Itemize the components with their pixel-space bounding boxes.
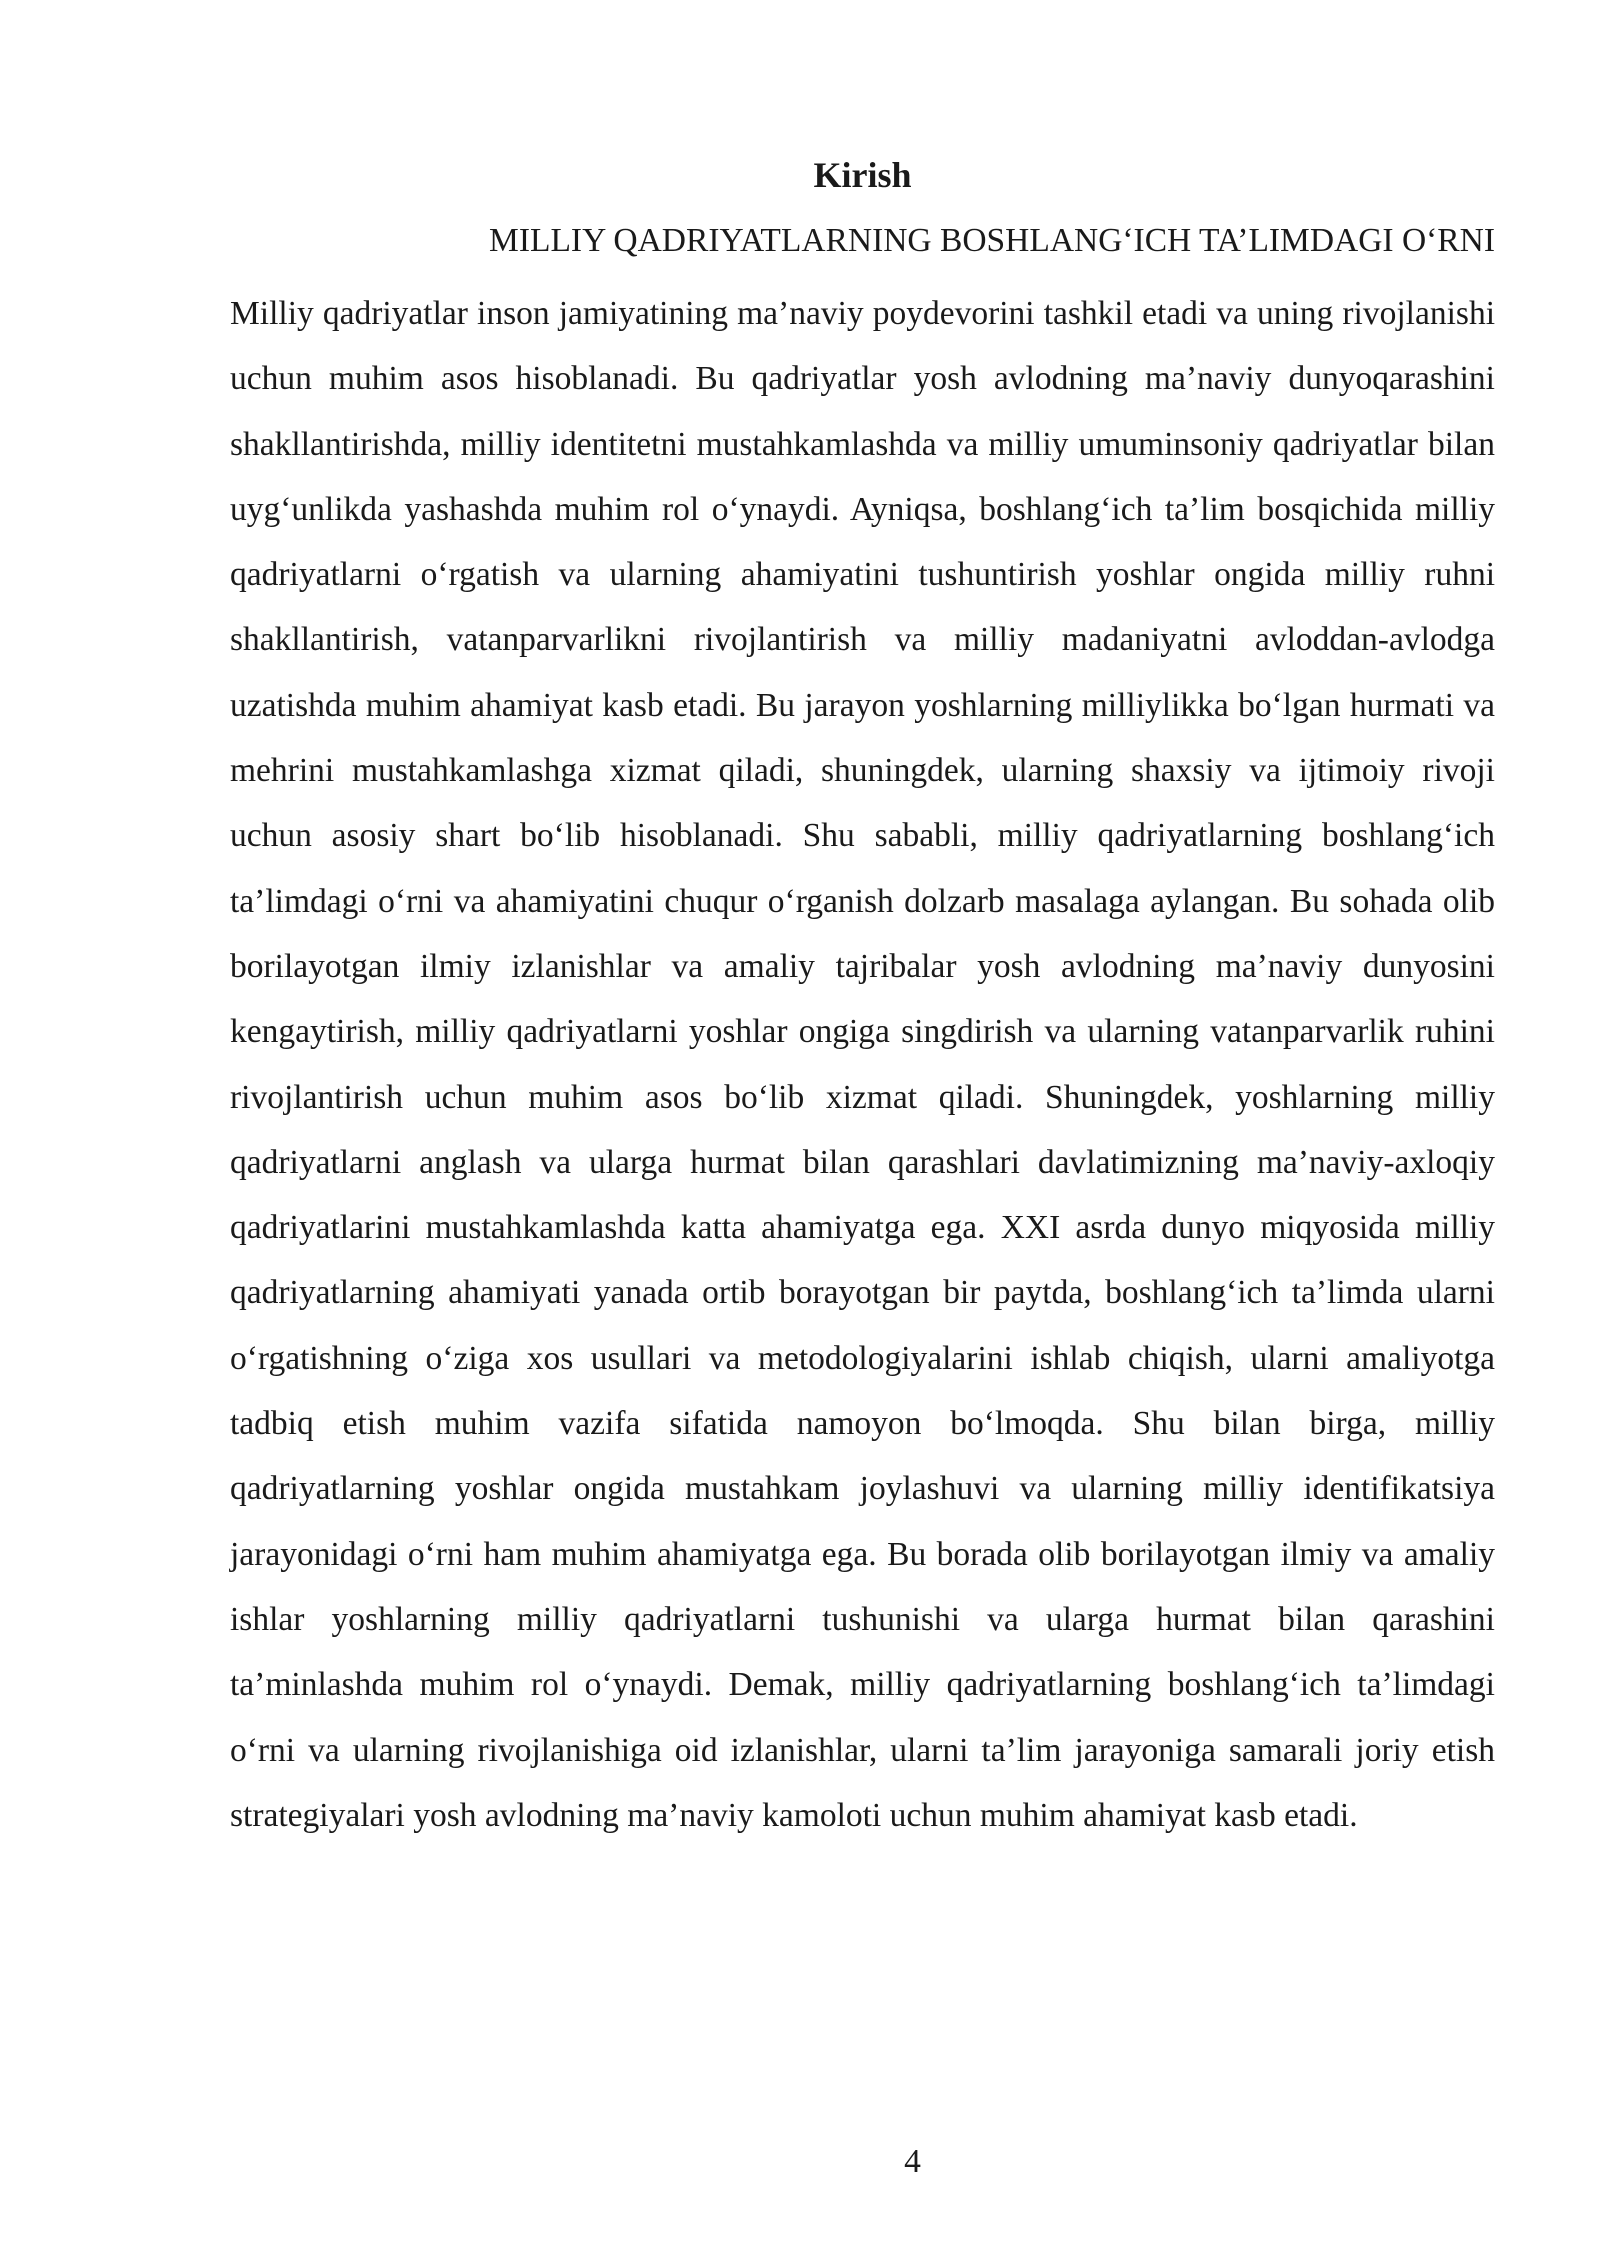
page-heading: Kirish xyxy=(813,155,912,195)
body-paragraph: Milliy qadriyatlar inson jamiyatining ma’naviy poydevorini tashkil etadi va uning rivojlanishi uchun muhim asos hisoblanadi. Bu qadriyatlar yosh avlodning ma’naviy dunyoqarashini shakllantirishda, milliy identitetni mustahkamlashda va milliy umuminsoniy qadriyatlar bilan uyg‘unlikda yashashda muhim rol o‘ynaydi. Ayniqsa, boshlang‘ich ta’lim bosqichida milliy qadriyatlarni o‘rgatish va ularning ahamiyatini tushuntirish yoshlar ongida milliy ruhni shakllantirish, vatanparvarlikni rivojlantirish va milliy madaniyatni avloddan-avlodga uzatishda muhim ahamiyat kasb etadi. Bu jarayon yoshlarning milliylikka bo‘lgan hurmati va mehrini mustahkamlashga xizmat qiladi, shuningdek, ularning shaxsiy va ijtimoiy rivoji uchun asosiy shart bo‘lib hisoblanadi. Shu sababli, milliy qadriyatlarning boshlang‘ich ta’limdagi o‘rni va ahamiyatini chuqur o‘rganish dolzarb masalaga aylangan. Bu sohada olib borilayotgan ilmiy izlanishlar va amaliy tajribalar yosh avlodning ma’naviy dunyosini kengaytirish, milliy qadriyatlarni yoshlar ongiga singdirish va ularning vatanparvarlik ruhini rivojlantirish uchun muhim asos bo‘lib xizmat qiladi. Shuningdek, yoshlarning milliy qadriyatlarni anglash va ularga hurmat bilan qarashlari davlatimizning ma’naviy-axloqiy qadriyatlarini mustahkamlashda katta ahamiyatga ega. XXI asrda dunyo miqyosida milliy qadriyatlarning ahamiyati yanada ortib borayotgan bir paytda, boshlang‘ich ta’limda ularni o‘rgatishning o‘ziga xos usullari va metodologiyalarini ishlab chiqish, ularni amaliyotga tadbiq etish muhim vazifa sifatida namoyon bo‘lmoqda. Shu bilan birga, milliy qadriyatlarning yoshlar ongida mustahkam joylashuvi va ularning milliy identifikatsiya jarayonidagi o‘rni ham muhim ahamiyatga ega. Bu borada olib borilayotgan ilmiy va amaliy ishlar yoshlarning milliy qadriyatlarni tushunishi va ularga hurmat bilan qarashini ta’minlashda muhim rol o‘ynaydi. Demak, milliy qadriyatlarning boshlang‘ich ta’limdagi o‘rni va ularning rivojlanishiga oid izlanishlar, ularni ta’lim jarayoniga samarali joriy etish strategiyalari yosh avlodning ma’naviy kamoloti uchun muhim ahamiyat kasb etadi. xyxy=(230,295,1495,1834)
page-number: 4 xyxy=(904,2143,921,2180)
section-title: MILLIY QADRIYATLARNING BOSHLANG‘ICH TA’LIMDAGI O‘RNI xyxy=(489,222,1495,259)
